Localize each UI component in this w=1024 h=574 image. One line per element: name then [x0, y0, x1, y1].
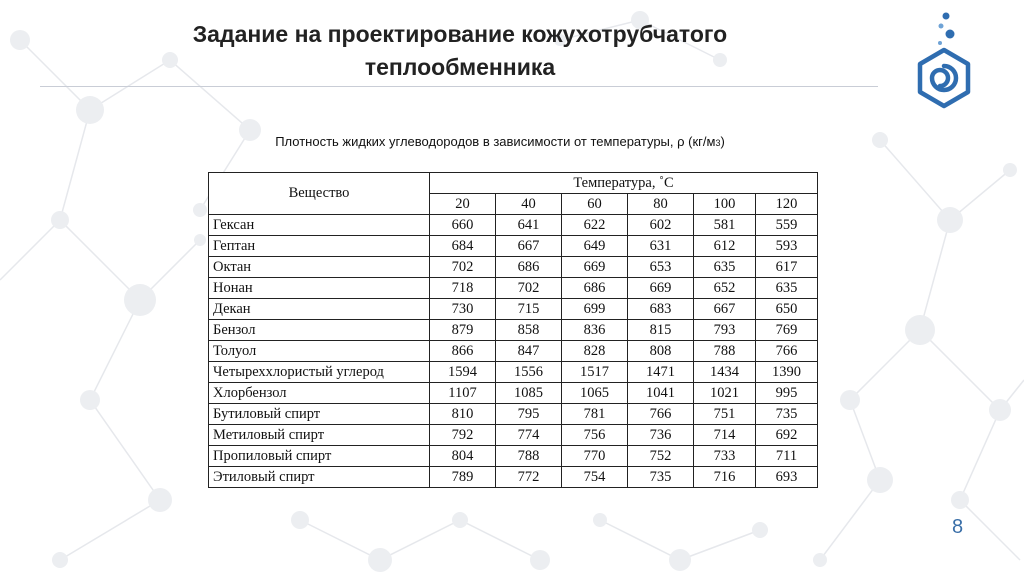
- density-value-cell: 715: [496, 299, 562, 320]
- temperature-header-cell: 100: [694, 194, 756, 215]
- table-row: [209, 425, 818, 446]
- density-value-cell: 847: [496, 341, 562, 362]
- table-caption-unit-subscript: 3: [715, 138, 721, 148]
- density-value-cell: 766: [628, 404, 694, 425]
- density-value-cell: 1041: [628, 383, 694, 404]
- density-value-cell: 622: [562, 215, 628, 236]
- density-value-cell: 1390: [756, 362, 818, 383]
- page-number: 8: [952, 516, 964, 538]
- temperature-header-cell: 40: [496, 194, 562, 215]
- density-value-cell: 683: [628, 299, 694, 320]
- density-value-cell: 635: [756, 278, 818, 299]
- density-value-cell: 684: [430, 236, 496, 257]
- density-value-cell: 995: [756, 383, 818, 404]
- density-value-cell: 804: [430, 446, 496, 467]
- density-value-cell: 1434: [694, 362, 756, 383]
- density-value-cell: 810: [430, 404, 496, 425]
- table-caption: [210, 134, 790, 149]
- density-value-cell: 559: [756, 215, 818, 236]
- density-value-cell: 792: [430, 425, 496, 446]
- table-row: [209, 320, 818, 341]
- density-value-cell: 836: [562, 320, 628, 341]
- density-value-cell: 667: [694, 299, 756, 320]
- density-value-cell: 815: [628, 320, 694, 341]
- density-value-cell: 693: [756, 467, 818, 488]
- slide-title: [40, 18, 880, 84]
- table-row: [209, 362, 818, 383]
- density-value-cell: 793: [694, 320, 756, 341]
- table-row: [209, 215, 818, 236]
- density-value-cell: 795: [496, 404, 562, 425]
- substance-header: Вещество: [209, 173, 430, 215]
- table-row: [209, 404, 818, 425]
- density-value-cell: 652: [694, 278, 756, 299]
- substance-name-cell: Гексан: [209, 215, 430, 236]
- density-value-cell: 714: [694, 425, 756, 446]
- density-value-cell: 808: [628, 341, 694, 362]
- density-value-cell: 581: [694, 215, 756, 236]
- substance-name-cell: Бутиловый спирт: [209, 404, 430, 425]
- density-value-cell: 702: [496, 278, 562, 299]
- substance-name-cell: Толуол: [209, 341, 430, 362]
- density-value-cell: 735: [628, 467, 694, 488]
- temperature-header: Температура, ˚С: [430, 173, 818, 194]
- table-row: [209, 383, 818, 404]
- density-value-cell: 866: [430, 341, 496, 362]
- density-value-cell: 660: [430, 215, 496, 236]
- density-value-cell: 1085: [496, 383, 562, 404]
- density-value-cell: 650: [756, 299, 818, 320]
- slide-title-line-2: теплообменника: [364, 54, 556, 80]
- substance-name-cell: Нонан: [209, 278, 430, 299]
- density-value-cell: 788: [496, 446, 562, 467]
- table-row: [209, 467, 818, 488]
- table-row: [209, 299, 818, 320]
- substance-name-cell: Хлорбензол: [209, 383, 430, 404]
- density-value-cell: 1021: [694, 383, 756, 404]
- density-value-cell: 879: [430, 320, 496, 341]
- density-value-cell: 612: [694, 236, 756, 257]
- density-value-cell: 711: [756, 446, 818, 467]
- density-value-cell: 649: [562, 236, 628, 257]
- density-value-cell: 1556: [496, 362, 562, 383]
- density-value-cell: 754: [562, 467, 628, 488]
- density-value-cell: 736: [628, 425, 694, 446]
- density-value-cell: 617: [756, 257, 818, 278]
- substance-name-cell: Октан: [209, 257, 430, 278]
- temperature-header-cell: 120: [756, 194, 818, 215]
- table-row: [209, 236, 818, 257]
- density-value-cell: 686: [496, 257, 562, 278]
- density-value-cell: 1517: [562, 362, 628, 383]
- table-header-row: [209, 173, 818, 194]
- table-row: [209, 446, 818, 467]
- table-body: [209, 215, 818, 488]
- table-row: [209, 341, 818, 362]
- density-value-cell: 1065: [562, 383, 628, 404]
- table-caption-text: Плотность жидких углеводородов в зависимости от температуры, ρ (кг/м: [275, 134, 716, 149]
- density-value-cell: 716: [694, 467, 756, 488]
- density-value-cell: 669: [628, 278, 694, 299]
- density-value-cell: 770: [562, 446, 628, 467]
- density-value-cell: 766: [756, 341, 818, 362]
- density-value-cell: 1594: [430, 362, 496, 383]
- substance-name-cell: Бензол: [209, 320, 430, 341]
- density-value-cell: 772: [496, 467, 562, 488]
- density-value-cell: 828: [562, 341, 628, 362]
- substance-name-cell: Гептан: [209, 236, 430, 257]
- density-value-cell: 686: [562, 278, 628, 299]
- density-value-cell: 751: [694, 404, 756, 425]
- table-row: [209, 278, 818, 299]
- density-value-cell: 769: [756, 320, 818, 341]
- substance-name-cell: Этиловый спирт: [209, 467, 430, 488]
- density-value-cell: 730: [430, 299, 496, 320]
- slide-title-line-1: Задание на проектирование кожухотрубчатого: [192, 21, 728, 47]
- substance-name-cell: Декан: [209, 299, 430, 320]
- substance-name-cell: Четыреххлористый углерод: [209, 362, 430, 383]
- density-value-cell: 774: [496, 425, 562, 446]
- temperature-header-cell: 60: [562, 194, 628, 215]
- density-value-cell: 1107: [430, 383, 496, 404]
- temperature-header-cell: 20: [430, 194, 496, 215]
- density-value-cell: 718: [430, 278, 496, 299]
- density-value-cell: 752: [628, 446, 694, 467]
- temperature-header-cell: 80: [628, 194, 694, 215]
- density-value-cell: 756: [562, 425, 628, 446]
- substance-name-cell: Пропиловый спирт: [209, 446, 430, 467]
- density-value-cell: 641: [496, 215, 562, 236]
- density-table: [208, 172, 818, 488]
- density-value-cell: 667: [496, 236, 562, 257]
- title-divider: [40, 86, 878, 87]
- density-value-cell: 789: [430, 467, 496, 488]
- density-value-cell: 631: [628, 236, 694, 257]
- flask-hexagon-logo-icon: [914, 10, 974, 120]
- density-value-cell: 602: [628, 215, 694, 236]
- substance-name-cell: Метиловый спирт: [209, 425, 430, 446]
- density-value-cell: 733: [694, 446, 756, 467]
- density-value-cell: 702: [430, 257, 496, 278]
- density-value-cell: 635: [694, 257, 756, 278]
- density-value-cell: 788: [694, 341, 756, 362]
- density-value-cell: 1471: [628, 362, 694, 383]
- table-row: [209, 257, 818, 278]
- density-value-cell: 858: [496, 320, 562, 341]
- density-value-cell: 699: [562, 299, 628, 320]
- density-value-cell: 669: [562, 257, 628, 278]
- density-value-cell: 653: [628, 257, 694, 278]
- density-value-cell: 692: [756, 425, 818, 446]
- density-value-cell: 735: [756, 404, 818, 425]
- density-value-cell: 781: [562, 404, 628, 425]
- density-value-cell: 593: [756, 236, 818, 257]
- table-caption-end: ): [720, 134, 725, 149]
